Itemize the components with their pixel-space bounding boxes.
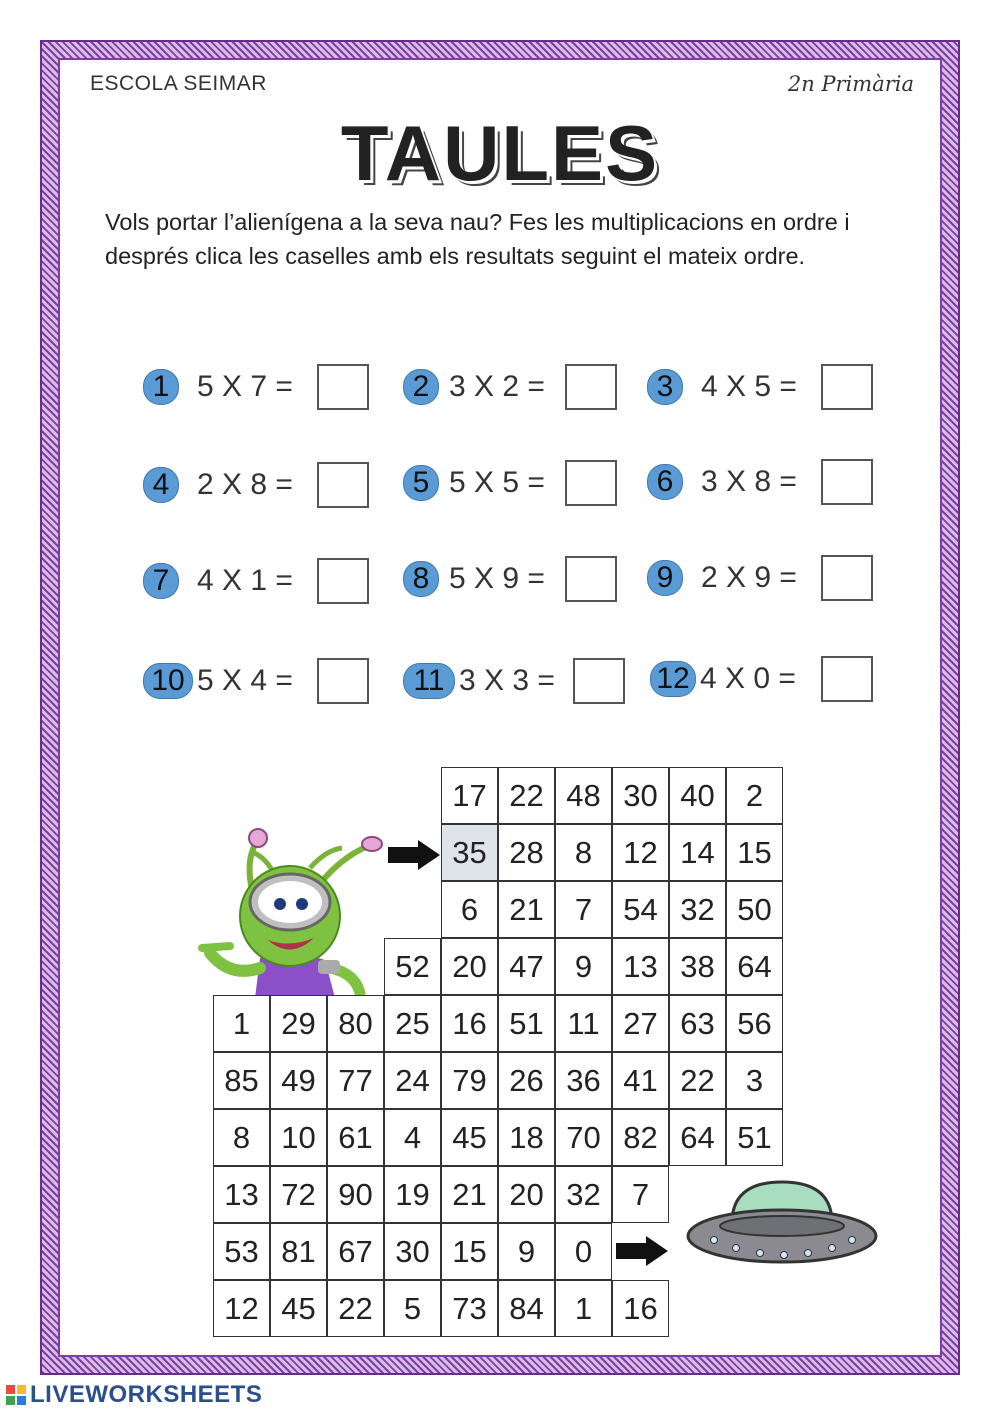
answer-input-box[interactable] [317, 462, 369, 508]
maze-cell[interactable]: 8 [555, 824, 612, 881]
maze-cell[interactable]: 85 [213, 1052, 270, 1109]
problem-number-badge: 9 [647, 560, 683, 596]
maze-cell[interactable]: 12 [213, 1280, 270, 1337]
answer-input-box[interactable] [317, 658, 369, 704]
problem [403, 458, 633, 508]
maze-cell[interactable]: 32 [555, 1166, 612, 1223]
maze-cell[interactable]: 73 [441, 1280, 498, 1337]
maze-cell[interactable]: 81 [270, 1223, 327, 1280]
problem-expression: 5 X 9 = [449, 562, 545, 595]
maze-cell[interactable]: 50 [726, 881, 783, 938]
maze-cell[interactable]: 61 [327, 1109, 384, 1166]
maze-cell[interactable]: 28 [498, 824, 555, 881]
problem [143, 362, 373, 412]
maze-cell[interactable]: 22 [327, 1280, 384, 1337]
answer-input-box[interactable] [821, 364, 873, 410]
maze-cell[interactable]: 15 [726, 824, 783, 881]
maze-cell[interactable]: 84 [498, 1280, 555, 1337]
maze-cell[interactable]: 30 [384, 1223, 441, 1280]
maze-cell[interactable]: 10 [270, 1109, 327, 1166]
problem-expression: 5 X 7 = [197, 370, 293, 403]
maze-cell[interactable]: 72 [270, 1166, 327, 1223]
answer-input-box[interactable] [565, 556, 617, 602]
maze-cell[interactable]: 38 [669, 938, 726, 995]
maze-cell[interactable]: 21 [441, 1166, 498, 1223]
problem-expression: 3 X 2 = [449, 370, 545, 403]
maze-cell[interactable]: 12 [612, 824, 669, 881]
maze-cell[interactable]: 13 [612, 938, 669, 995]
maze-cell[interactable]: 90 [327, 1166, 384, 1223]
maze-cell[interactable]: 79 [441, 1052, 498, 1109]
problem-number-badge: 11 [403, 663, 455, 699]
maze-cell[interactable]: 0 [555, 1223, 612, 1280]
maze-cell[interactable]: 2 [726, 767, 783, 824]
maze-cell[interactable]: 6 [441, 881, 498, 938]
problem [647, 457, 877, 507]
maze-cell[interactable]: 32 [669, 881, 726, 938]
maze-cell[interactable]: 11 [555, 995, 612, 1052]
maze-cell[interactable]: 13 [213, 1166, 270, 1223]
maze-cell[interactable]: 26 [498, 1052, 555, 1109]
maze-cell[interactable]: 4 [384, 1109, 441, 1166]
maze-cell[interactable]: 47 [498, 938, 555, 995]
maze-cell[interactable]: 21 [498, 881, 555, 938]
maze-cell[interactable]: 18 [498, 1109, 555, 1166]
answer-input-box[interactable] [565, 460, 617, 506]
maze-cell[interactable]: 35 [441, 824, 498, 881]
problem-expression: 5 X 5 = [449, 466, 545, 499]
maze-cell[interactable]: 36 [555, 1052, 612, 1109]
maze-cell[interactable]: 22 [498, 767, 555, 824]
problem-expression: 4 X 0 = [700, 662, 796, 695]
maze-cell[interactable]: 17 [441, 767, 498, 824]
problem [143, 556, 373, 606]
problem-expression: 2 X 8 = [197, 468, 293, 501]
problem [650, 654, 880, 704]
maze-cell[interactable]: 52 [384, 938, 441, 995]
maze-cell[interactable]: 56 [726, 995, 783, 1052]
answer-input-box[interactable] [821, 656, 873, 702]
maze-cell[interactable]: 30 [612, 767, 669, 824]
maze-cell[interactable]: 15 [441, 1223, 498, 1280]
answer-input-box[interactable] [821, 459, 873, 505]
maze-cell[interactable]: 9 [498, 1223, 555, 1280]
maze-cell[interactable]: 19 [384, 1166, 441, 1223]
problem [403, 656, 633, 706]
maze-cell[interactable]: 48 [555, 767, 612, 824]
maze-cell[interactable]: 67 [327, 1223, 384, 1280]
answer-input-box[interactable] [573, 658, 625, 704]
answer-input-box[interactable] [821, 555, 873, 601]
problem-number-badge: 4 [143, 467, 179, 503]
maze-cell[interactable]: 22 [669, 1052, 726, 1109]
maze-cell[interactable]: 27 [612, 995, 669, 1052]
maze-cell[interactable]: 51 [726, 1109, 783, 1166]
problem-expression: 3 X 8 = [701, 465, 797, 498]
maze-cell[interactable]: 77 [327, 1052, 384, 1109]
maze-cell[interactable]: 20 [498, 1166, 555, 1223]
problem-number-badge: 8 [403, 561, 439, 597]
answer-input-box[interactable] [565, 364, 617, 410]
maze-cell[interactable]: 20 [441, 938, 498, 995]
maze-cell[interactable]: 41 [612, 1052, 669, 1109]
answer-input-box[interactable] [317, 364, 369, 410]
maze-cell[interactable]: 1 [213, 995, 270, 1052]
maze-cell[interactable]: 3 [726, 1052, 783, 1109]
maze-cell[interactable]: 24 [384, 1052, 441, 1109]
maze-cell[interactable]: 82 [612, 1109, 669, 1166]
maze-cell[interactable]: 5 [384, 1280, 441, 1337]
problem [647, 553, 877, 603]
problem [143, 656, 373, 706]
maze-cell[interactable]: 29 [270, 995, 327, 1052]
maze-cell[interactable]: 49 [270, 1052, 327, 1109]
maze-cell[interactable]: 7 [612, 1166, 669, 1223]
maze-cell[interactable]: 45 [270, 1280, 327, 1337]
problem [143, 460, 373, 510]
footer-brand-text: LIVEWORKSHEETS [30, 1381, 263, 1408]
maze-cell[interactable]: 45 [441, 1109, 498, 1166]
maze-cell[interactable]: 14 [669, 824, 726, 881]
instructions-text: Vols portar l’alienígena a la seva nau? Fes les multiplicacions en ordre i després clica les caselles amb els resultats seguint el mateix ordre. [105, 209, 850, 269]
maze-cell[interactable]: 9 [555, 938, 612, 995]
grade-label: 2n Primària [787, 72, 914, 96]
start-arrow-icon [386, 838, 442, 872]
maze-cell[interactable]: 54 [612, 881, 669, 938]
page-title: TAULES [340, 109, 660, 197]
school-name: ESCOLA SEIMAR [90, 72, 267, 95]
problem [403, 362, 633, 412]
alien-illustration [190, 828, 390, 998]
maze-cell[interactable]: 7 [555, 881, 612, 938]
problem [403, 554, 633, 604]
maze-cell[interactable]: 16 [441, 995, 498, 1052]
problem-expression: 4 X 5 = [701, 370, 797, 403]
maze-cell[interactable]: 40 [669, 767, 726, 824]
maze-cell[interactable]: 63 [669, 995, 726, 1052]
maze-cell[interactable]: 53 [213, 1223, 270, 1280]
maze-cell[interactable]: 70 [555, 1109, 612, 1166]
problem-expression: 4 X 1 = [197, 564, 293, 597]
problem-number-badge: 3 [647, 369, 683, 405]
maze-cell[interactable]: 64 [726, 938, 783, 995]
logo-blocks-icon [6, 1385, 26, 1405]
problem-number-badge: 5 [403, 465, 439, 501]
liveworksheets-logo [6, 1382, 262, 1408]
problem-expression: 3 X 3 = [459, 664, 555, 697]
maze-cell[interactable]: 25 [384, 995, 441, 1052]
maze-cell[interactable]: 80 [327, 995, 384, 1052]
maze-cell[interactable]: 8 [213, 1109, 270, 1166]
end-arrow-icon [614, 1234, 670, 1268]
problem-number-badge: 2 [403, 369, 439, 405]
problem-expression: 2 X 9 = [701, 561, 797, 594]
problem-number-badge: 6 [647, 464, 683, 500]
maze-cell[interactable]: 64 [669, 1109, 726, 1166]
problem-expression: 5 X 4 = [197, 664, 293, 697]
problem-number-badge: 10 [143, 663, 193, 699]
maze-cell[interactable]: 1 [555, 1280, 612, 1337]
maze-cell[interactable]: 51 [498, 995, 555, 1052]
problem-number-badge: 1 [143, 369, 179, 405]
problem-number-badge: 12 [650, 661, 696, 697]
problem-number-badge: 7 [143, 563, 179, 599]
answer-input-box[interactable] [317, 558, 369, 604]
problem [647, 362, 877, 412]
spaceship-illustration [684, 1176, 880, 1272]
maze-cell[interactable]: 16 [612, 1280, 669, 1337]
